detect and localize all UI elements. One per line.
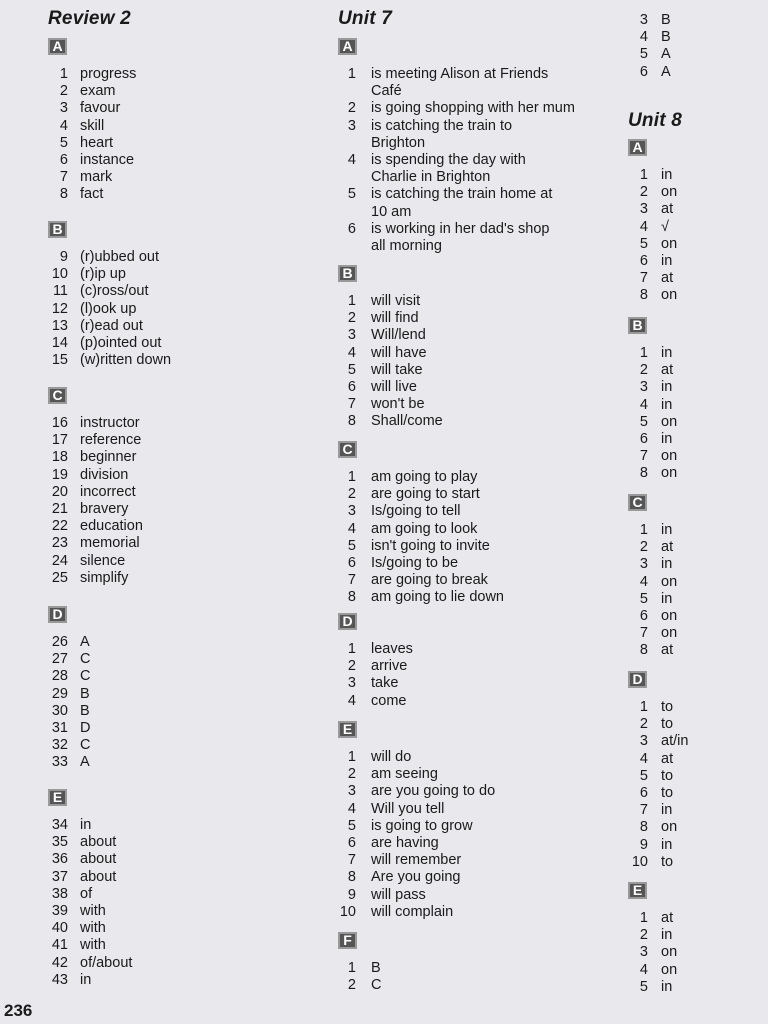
item-number: 1 xyxy=(639,522,648,538)
item-number: 2 xyxy=(639,184,648,201)
item-answer: B xyxy=(80,685,90,702)
item-number: 4 xyxy=(347,344,356,361)
item-number: 37 xyxy=(51,868,68,885)
item-number: 2 xyxy=(347,310,356,327)
item-number: 2 xyxy=(639,362,648,379)
item-answer: division xyxy=(80,466,129,483)
item-number: 3 xyxy=(639,556,648,573)
item-number: 8 xyxy=(59,186,68,203)
item-answer: of/about xyxy=(80,954,133,971)
item-answer: at xyxy=(661,362,674,379)
item-number: 1 xyxy=(347,66,356,82)
item-number: 3 xyxy=(347,503,356,520)
item-answer: in xyxy=(661,253,673,269)
item-answer: am going to play xyxy=(371,469,478,485)
item-number: 4 xyxy=(347,800,356,817)
item-number: 6 xyxy=(347,835,356,851)
item-number: 16 xyxy=(51,415,68,431)
item-answer: C xyxy=(80,668,91,685)
item-answer: B xyxy=(661,29,671,46)
item-answer: in xyxy=(661,167,673,183)
item-answer: am going to lie down xyxy=(371,589,504,606)
item-answer-continued: all morning xyxy=(371,238,442,254)
item-answer: on xyxy=(661,235,678,252)
item-answer: D xyxy=(80,720,91,736)
exercise-letter-badge: B xyxy=(628,317,647,334)
item-number: 1 xyxy=(347,641,356,657)
item-number: 22 xyxy=(51,518,68,535)
item-number: 3 xyxy=(59,100,68,117)
item-number: 34 xyxy=(51,817,68,833)
item-number: 3 xyxy=(639,12,648,28)
item-number: 5 xyxy=(59,134,68,151)
item-number: 3 xyxy=(639,201,648,218)
item-number: 6 xyxy=(347,379,356,395)
item-number: 29 xyxy=(51,685,68,702)
item-number: 3 xyxy=(639,733,648,750)
item-answer: take xyxy=(371,675,399,692)
item-answer: √ xyxy=(661,218,669,235)
item-number: 21 xyxy=(51,501,68,517)
item-answer: on xyxy=(661,287,678,304)
item-answer: with xyxy=(80,920,106,937)
item-number: 4 xyxy=(347,692,356,709)
item-number: 4 xyxy=(639,396,648,413)
item-number: 5 xyxy=(639,767,648,784)
item-number: 2 xyxy=(347,100,356,117)
item-number: 1 xyxy=(347,469,356,485)
item-number: 10 xyxy=(51,266,68,283)
item-answer: at xyxy=(661,750,674,767)
item-answer: incorrect xyxy=(80,483,136,500)
item-answer: are you going to do xyxy=(371,783,496,800)
item-answer: simplify xyxy=(80,569,129,586)
item-answer: in xyxy=(661,379,673,396)
item-number: 5 xyxy=(639,413,648,430)
item-number: 15 xyxy=(51,352,68,369)
item-number: 38 xyxy=(51,885,68,902)
item-number: 7 xyxy=(639,625,648,642)
item-number: 33 xyxy=(51,754,68,771)
item-number: 23 xyxy=(51,535,68,552)
item-answer: C xyxy=(80,651,91,668)
exercise-letter-badge: C xyxy=(48,387,67,404)
item-number: 8 xyxy=(639,287,648,304)
item-answer: at xyxy=(661,539,674,556)
item-number: 20 xyxy=(51,483,68,500)
item-number: 2 xyxy=(347,977,356,994)
item-answer: is going to grow xyxy=(371,817,473,834)
item-answer: in xyxy=(661,927,673,944)
item-answer: in xyxy=(661,345,673,361)
item-number: 8 xyxy=(639,819,648,836)
item-number: 28 xyxy=(51,668,68,685)
item-answer: in xyxy=(80,971,92,988)
item-number: 5 xyxy=(347,537,356,554)
item-answer: at xyxy=(661,270,674,287)
page-number: 236 xyxy=(4,1001,33,1020)
item-answer: with xyxy=(80,903,106,919)
section-heading: Unit 8 xyxy=(628,110,682,131)
item-answer: exam xyxy=(80,83,116,100)
item-number: 7 xyxy=(347,852,356,869)
item-number: 17 xyxy=(51,432,68,449)
item-number: 7 xyxy=(639,448,648,465)
item-answer: beginner xyxy=(80,449,137,466)
item-number: 10 xyxy=(631,853,648,870)
item-number: 7 xyxy=(639,270,648,287)
item-answer: will visit xyxy=(371,293,421,309)
item-answer: on xyxy=(661,184,678,201)
item-number: 4 xyxy=(347,152,356,168)
item-number: 3 xyxy=(639,944,648,961)
item-answer: C xyxy=(371,977,382,994)
item-answer: in xyxy=(661,590,673,607)
item-number: 7 xyxy=(59,169,68,186)
item-answer: to xyxy=(661,785,674,801)
item-number: 6 xyxy=(347,220,356,237)
item-number: 13 xyxy=(51,317,68,334)
item-answer: at xyxy=(661,642,674,659)
item-number: 9 xyxy=(639,836,648,853)
item-number: 19 xyxy=(51,466,68,483)
item-answer: is catching the train home at xyxy=(371,186,553,203)
item-number: 1 xyxy=(347,293,356,309)
item-answer: Will you tell xyxy=(371,800,445,817)
item-number: 4 xyxy=(639,573,648,590)
item-answer-continued: Charlie in Brighton xyxy=(371,169,491,186)
item-number: 9 xyxy=(59,249,68,265)
item-answer: will live xyxy=(371,379,417,395)
item-number: 1 xyxy=(639,167,648,183)
item-number: 2 xyxy=(59,83,68,100)
item-number: 1 xyxy=(347,749,356,765)
item-answer: B xyxy=(80,702,90,719)
item-answer: to xyxy=(661,716,674,733)
exercise-letter-badge: B xyxy=(338,265,357,282)
item-answer: in xyxy=(661,802,673,819)
item-answer-continued: Brighton xyxy=(371,134,426,151)
item-answer: Shall/come xyxy=(371,413,443,430)
item-number: 8 xyxy=(639,642,648,659)
item-number: 7 xyxy=(639,802,648,819)
item-answer: Is/going to be xyxy=(371,555,459,571)
item-number: 18 xyxy=(51,449,68,466)
item-answer: of xyxy=(80,885,93,902)
exercise-letter-badge: B xyxy=(48,221,67,238)
exercise-letter-badge: A xyxy=(338,38,357,55)
item-answer: bravery xyxy=(80,501,129,517)
item-answer: arrive xyxy=(371,658,408,675)
item-answer: memorial xyxy=(80,535,140,552)
item-answer: will take xyxy=(371,361,423,378)
item-number: 5 xyxy=(639,978,648,995)
item-answer: in xyxy=(661,978,673,995)
exercise-letter-badge: D xyxy=(338,613,357,630)
item-number: 6 xyxy=(639,785,648,801)
item-answer: to xyxy=(661,853,674,870)
item-number: 8 xyxy=(347,413,356,430)
item-answer: leaves xyxy=(371,641,413,657)
item-number: 6 xyxy=(639,431,648,447)
item-answer: on xyxy=(661,465,678,482)
item-answer: on xyxy=(661,625,678,642)
item-answer: will complain xyxy=(371,903,454,920)
exercise-letter-badge: A xyxy=(48,38,67,55)
item-answer: in xyxy=(661,522,673,538)
item-answer: on xyxy=(661,961,678,978)
item-answer: A xyxy=(80,754,90,771)
item-number: 1 xyxy=(639,910,648,926)
item-answer: in xyxy=(661,836,673,853)
item-answer: is catching the train to xyxy=(371,117,513,134)
item-number: 5 xyxy=(347,361,356,378)
item-number: 12 xyxy=(51,300,68,317)
item-number: 1 xyxy=(639,699,648,715)
item-answer: will remember xyxy=(371,852,462,869)
item-number: 8 xyxy=(639,465,648,482)
item-answer: to xyxy=(661,699,674,715)
exercise-letter-badge: A xyxy=(628,139,647,156)
item-number: 2 xyxy=(347,658,356,675)
item-answer: (w)ritten down xyxy=(80,352,172,369)
item-number: 27 xyxy=(51,651,68,668)
item-number: 3 xyxy=(347,327,356,344)
item-number: 6 xyxy=(639,608,648,624)
item-answer: on xyxy=(661,573,678,590)
item-number: 7 xyxy=(347,396,356,413)
item-answer: A xyxy=(80,634,90,650)
exercise-letter-badge: E xyxy=(338,721,357,738)
item-answer: in xyxy=(661,431,673,447)
item-number: 4 xyxy=(639,29,648,46)
item-answer-continued: Café xyxy=(371,83,402,100)
item-answer: will do xyxy=(371,749,412,765)
item-answer: C xyxy=(80,737,91,754)
item-number: 6 xyxy=(59,152,68,168)
item-answer: won't be xyxy=(371,396,425,413)
item-answer: on xyxy=(661,608,678,624)
item-answer: favour xyxy=(80,100,121,117)
item-answer: is meeting Alison at Friends xyxy=(371,66,549,82)
item-answer: on xyxy=(661,819,678,836)
item-number: 5 xyxy=(639,235,648,252)
item-answer: (p)ointed out xyxy=(80,335,162,351)
item-answer: on xyxy=(661,413,678,430)
item-answer: in xyxy=(661,556,673,573)
item-answer: Will/lend xyxy=(371,327,426,344)
item-number: 31 xyxy=(51,720,68,736)
item-answer: are having xyxy=(371,835,439,851)
item-answer: (c)ross/out xyxy=(80,283,149,300)
item-answer: Is/going to tell xyxy=(371,503,461,520)
item-number: 3 xyxy=(347,783,356,800)
item-number: 8 xyxy=(347,589,356,606)
item-answer: in xyxy=(80,817,92,833)
item-answer: skill xyxy=(80,117,105,134)
item-answer: at xyxy=(661,910,674,926)
item-answer: about xyxy=(80,851,117,868)
item-number: 5 xyxy=(639,46,648,63)
item-answer: A xyxy=(661,63,671,80)
item-answer: to xyxy=(661,767,674,784)
item-answer: about xyxy=(80,834,117,851)
exercise-letter-badge: C xyxy=(338,441,357,458)
item-number: 1 xyxy=(59,66,68,82)
exercise-letter-badge: E xyxy=(48,789,67,806)
item-answer: heart xyxy=(80,134,114,151)
item-number: 8 xyxy=(347,869,356,886)
exercise-letter-badge: F xyxy=(338,932,357,949)
item-number: 4 xyxy=(639,961,648,978)
item-number: 4 xyxy=(59,117,68,134)
item-answer: is going shopping with her mum xyxy=(371,100,575,117)
item-number: 32 xyxy=(51,737,68,754)
item-number: 6 xyxy=(639,63,648,80)
item-number: 26 xyxy=(51,634,68,650)
item-answer: A xyxy=(661,46,671,63)
item-answer: are going to start xyxy=(371,486,480,503)
item-answer: is spending the day with xyxy=(371,152,526,168)
item-answer: in xyxy=(661,396,673,413)
item-number: 40 xyxy=(51,920,68,937)
item-number: 43 xyxy=(51,971,68,988)
item-answer-continued: 10 am xyxy=(371,203,412,220)
item-number: 2 xyxy=(347,766,356,783)
item-number: 39 xyxy=(51,903,68,919)
item-number: 4 xyxy=(639,750,648,767)
exercise-letter-badge: D xyxy=(628,671,647,688)
item-number: 36 xyxy=(51,851,68,868)
item-number: 5 xyxy=(347,186,356,203)
item-answer: will pass xyxy=(371,886,426,903)
item-answer: (r)ip up xyxy=(80,266,126,283)
item-answer: (r)ead out xyxy=(80,317,143,334)
item-answer: instance xyxy=(80,152,135,168)
item-answer: am going to look xyxy=(371,520,478,537)
item-answer: come xyxy=(371,692,407,709)
item-answer: (l)ook up xyxy=(80,300,137,317)
item-answer: with xyxy=(80,937,106,954)
item-number: 11 xyxy=(52,283,68,300)
item-answer: isn't going to invite xyxy=(371,537,490,554)
item-number: 14 xyxy=(51,335,68,351)
item-answer: B xyxy=(371,960,381,976)
item-answer: mark xyxy=(80,169,113,186)
exercise-letter-badge: D xyxy=(48,606,67,623)
item-number: 4 xyxy=(639,218,648,235)
section-heading: Review 2 xyxy=(48,8,131,29)
item-number: 42 xyxy=(51,954,68,971)
item-number: 25 xyxy=(51,569,68,586)
item-answer: am seeing xyxy=(371,766,438,783)
item-answer: on xyxy=(661,448,678,465)
item-number: 7 xyxy=(347,572,356,589)
item-number: 2 xyxy=(639,716,648,733)
exercise-letter-badge: E xyxy=(628,882,647,899)
item-answer: (r)ubbed out xyxy=(80,249,159,265)
item-answer: at/in xyxy=(661,733,689,750)
item-number: 2 xyxy=(639,539,648,556)
item-answer: are going to break xyxy=(371,572,488,589)
section-heading: Unit 7 xyxy=(338,8,392,29)
item-answer: silence xyxy=(80,552,126,569)
item-answer: instructor xyxy=(80,415,140,431)
item-number: 2 xyxy=(347,486,356,503)
item-answer: fact xyxy=(80,186,104,203)
item-number: 3 xyxy=(639,379,648,396)
item-answer: at xyxy=(661,201,674,218)
item-number: 1 xyxy=(639,345,648,361)
item-answer: will find xyxy=(371,310,419,327)
item-number: 3 xyxy=(347,675,356,692)
item-number: 6 xyxy=(639,253,648,269)
item-number: 41 xyxy=(51,937,68,954)
item-number: 24 xyxy=(51,552,68,569)
exercise-letter-badge: C xyxy=(628,494,647,511)
item-answer: education xyxy=(80,518,143,535)
item-number: 4 xyxy=(347,520,356,537)
item-answer: reference xyxy=(80,432,142,449)
item-answer: is working in her dad's shop xyxy=(371,220,550,237)
item-number: 9 xyxy=(347,886,356,903)
item-number: 5 xyxy=(347,817,356,834)
item-number: 1 xyxy=(347,960,356,976)
item-answer: on xyxy=(661,944,678,961)
item-number: 30 xyxy=(51,702,68,719)
item-answer: about xyxy=(80,868,117,885)
item-answer: progress xyxy=(80,66,137,82)
item-answer: will have xyxy=(371,344,427,361)
item-answer: B xyxy=(661,12,671,28)
item-number: 5 xyxy=(639,590,648,607)
item-number: 10 xyxy=(339,903,356,920)
item-number: 3 xyxy=(347,117,356,134)
item-number: 35 xyxy=(51,834,68,851)
item-number: 6 xyxy=(347,555,356,571)
item-number: 2 xyxy=(639,927,648,944)
item-answer: Are you going xyxy=(371,869,461,886)
